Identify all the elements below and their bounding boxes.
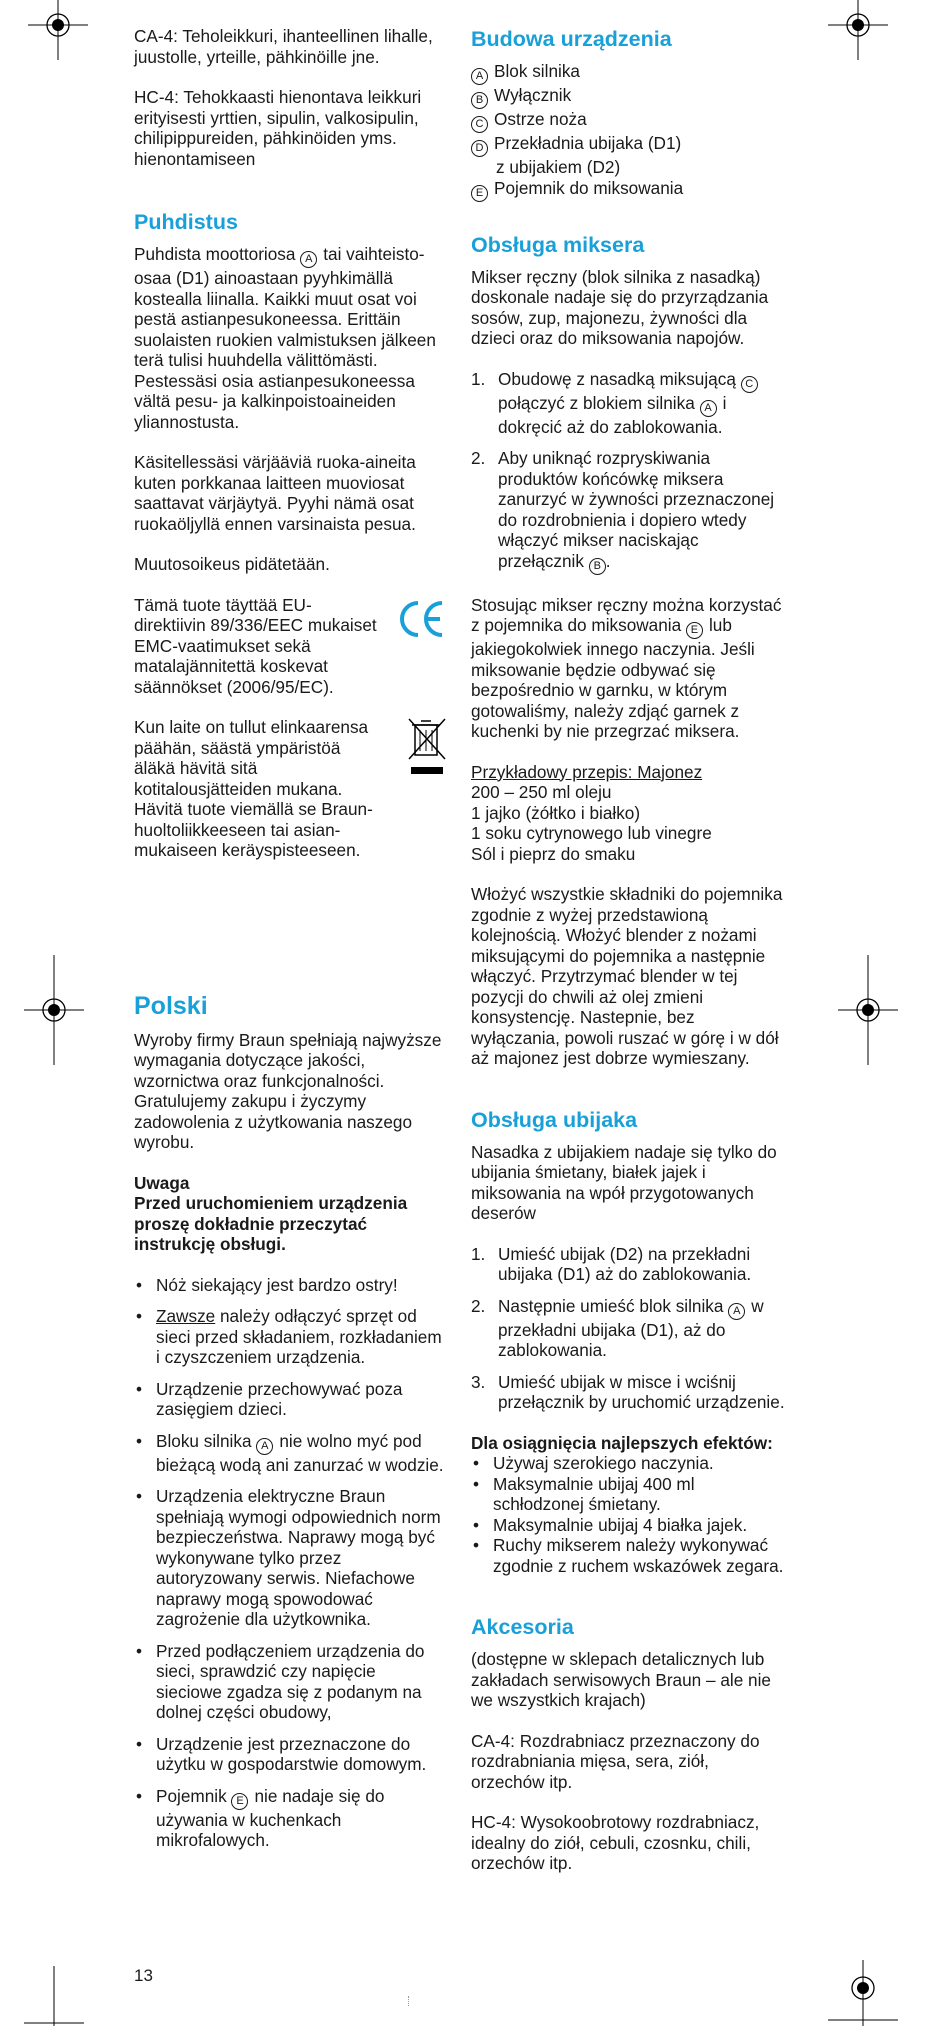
- safety-item: • Bloku silnika A nie wolno myć pod bieżącą wodą ani zanurzać w wodzie.: [134, 1431, 444, 1476]
- part-item-continued: z ubijakiem (D2): [496, 157, 621, 177]
- page-number: 13: [134, 1966, 153, 1985]
- mikser-pojemnik: Stosując mikser ręczny można korzystać z pojemnika do miksowania E lub jakiegokolwiek innego naczynia. Jeśli miksowanie będzie odbywać się bezpośrednio w garnku, w którym gotowaliśmy, należy zdjąć garnek z kuchenki by nie przegrzać miksera.: [471, 594, 782, 741]
- section-title-polski: Polski: [134, 991, 208, 1020]
- registration-mark-mid-left: [24, 955, 84, 1065]
- ubijak-step: 3. Umieść ubijak w misce i wciśnij przełącznik by uruchomić urządzenie.: [471, 1371, 785, 1412]
- mikser-steps: [471, 369, 786, 575]
- recipe-line: 1 jajko (żółtko i białko): [471, 802, 641, 823]
- registration-mark-top-left: [28, 0, 88, 60]
- uwaga-title: Uwaga: [134, 1172, 190, 1193]
- recipe-line: 1 soku cytrynowego lub vinegre: [471, 823, 712, 843]
- ubijak-intro: Nasadka z ubijakiem nadaje się tylko do ubijania śmietany, białek jajek i miksowania na wpół przygotowanych deserów: [471, 1141, 777, 1223]
- section-title-budowa: Budowa urządzenia: [471, 27, 672, 51]
- tip-item: • Używaj szerokiego naczynia.: [471, 1453, 786, 1474]
- part-e-marker: E: [231, 1793, 248, 1810]
- right-column: [471, 26, 786, 1894]
- crop-dot-mark: [408, 1996, 411, 2006]
- mikser-intro: Mikser ręczny (blok silnika z nasadką) doskonale nadaje się do przyrządzania sosów, zup, majonezu, żywności dla dzieci oraz do miksowania napojów.: [471, 266, 769, 348]
- uwaga-block: [134, 1173, 444, 1255]
- ubijak-step: 1. Umieść ubijak (D2) na przekładni ubijaka (D1) aż do zablokowania.: [471, 1243, 752, 1284]
- uwaga-text: Przed uruchomieniem urządzenia proszę dokładnie przeczytać instrukcję obsługi.: [134, 1193, 408, 1254]
- recipe-line: 200 – 250 ml oleju: [471, 782, 612, 802]
- part-item: D Przekładnia ubijaka (D1): [471, 133, 786, 157]
- tip-item: • Ruchy mikserem należy wykonywać zgodnie z ruchem wskazówek zegara.: [471, 1535, 786, 1576]
- safety-item: • Zawsze należy odłączyć sprzęt od sieci przed składaniem, rozkładaniem i czyszczeniem urządzenia.: [134, 1306, 444, 1368]
- puhdistus-paragraph-3: Muutosoikeus pidätetään.: [134, 554, 330, 574]
- recipe-text: Włożyć wszystkie składniki do pojemnika zgodnie z wyżej przedstawioną kolejnością. Włożyć blender z nożami miksującymi do pojemnika a następnie włączyć. Przytrzymać blender w tej pozycji do chwili aż olej zmieni konsystencję. Nastepnie, bez wyłączania, powoli ruszać w górę i w dół aż majonez jest dobrze wymieszany.: [471, 884, 783, 1068]
- safety-item: • Przed podłączeniem urządzenia do sieci, sprawdzić czy napięcie sieciowe zgadza się z podanym na dolnej części obudowy,: [134, 1641, 444, 1723]
- tip-item: • Maksymalnie ubijaj 4 białka jajek.: [471, 1515, 786, 1536]
- ubijak-steps: [471, 1244, 786, 1413]
- puhdistus-paragraph-1: Puhdista moottoriosa A tai vaihteisto-osaa (D1) ainoastaan pyyhkimällä kostealla liinalla. Kaikki muut osat voi pestä astianpesukoneessa. Erittäin suolaisten ruokien valmistuksen jälkeen terä tulisi huuhdella välittömästi. Pestessäsi osia astianpesukoneessa vältä pesu- ja kalkinpoistoaineiden yliannostusta.: [134, 244, 436, 432]
- part-item: E Pojemnik do miksowania: [471, 178, 786, 202]
- registration-mark-bottom-left: [24, 1966, 84, 2026]
- part-item: A Blok silnika: [471, 61, 786, 85]
- crossed-bin-icon: [405, 715, 449, 779]
- part-item: C Ostrze noża: [471, 109, 786, 133]
- section-title-obsluga-ubijaka: Obsługa ubijaka: [471, 1107, 638, 1132]
- part-item: B Wyłącznik: [471, 85, 786, 109]
- parts-list: [471, 61, 786, 202]
- left-column: [134, 26, 444, 1862]
- safety-list: [134, 1275, 444, 1851]
- safety-item: • Urządzenie przechowywać poza zasięgiem dzieci.: [134, 1379, 444, 1420]
- tips-title: Dla osiągnięcia najlepszych efektów:: [471, 1432, 773, 1453]
- fi-accessory-ca4: CA-4: Teholeikkuri, ihanteellinen lihalle, juustolle, yrteille, pähkinöille jne.: [134, 26, 433, 67]
- puhdistus-paragraph-2: Käsitellessäsi värjääviä ruoka-aineita kuten porkkanaa laitteen muoviosat saattavat värjäytyä. Pyyhi nämä osat ruokaöljyllä ennen varsinaista pesua.: [134, 452, 416, 534]
- tips-list: [471, 1453, 786, 1576]
- akcesoria-hc4: HC-4: Wysokoobrotowy rozdrabniacz, idealny do ziół, cebuli, czosnku, chili, orzechów itp.: [471, 1812, 760, 1873]
- safety-item: • Nóż siekający jest bardzo ostry!: [134, 1275, 444, 1296]
- registration-mark-mid-right: [838, 955, 898, 1065]
- safety-item: • Urządzenie jest przeznaczone do użytku w gospodarstwie domowym.: [134, 1734, 444, 1775]
- akcesoria-ca4: CA-4: Rozdrabniacz przeznaczony do rozdrabniania mięsa, sera, ziół, orzechów itp.: [471, 1730, 760, 1792]
- part-a-marker: A: [256, 1438, 273, 1455]
- part-a-marker: A: [300, 251, 317, 268]
- ce-notice: [134, 595, 444, 698]
- safety-item: • Pojemnik E nie nadaje się do używania w kuchenkach mikrofalowych.: [134, 1786, 444, 1851]
- recipe-title: Przykładowy przepis: Majonez: [471, 761, 703, 782]
- mikser-step: 1. Obudowę z nasadką miksującą Cpołączyć z blokiem silnika A i dokręcić aż do zablokowania.: [471, 369, 786, 438]
- disposal-notice: [134, 717, 444, 861]
- recipe-block: [471, 762, 786, 865]
- registration-mark-top-right: [828, 0, 888, 60]
- safety-item: • Urządzenia elektryczne Braun spełniają wymogi odpowiednich norm bezpieczeństwa. Naprawy mogą być wykonywane tylko przez autoryzowany serwis. Niefachowe naprawy mogą spowodować zagrożenie dla użytkownika.: [134, 1486, 444, 1630]
- mikser-step: 2. Aby uniknąć rozpryskiwania produktów końcówkę miksera zanurzyć w żywności przeznaczonej do rozdrobnienia i dopiero wtedy włączyć mikser naciskając przełącznik B .: [471, 448, 786, 575]
- recipe-line: Sól i pieprz do smaku: [471, 843, 636, 864]
- section-title-obsluga-miksera: Obsługa miksera: [471, 232, 645, 257]
- section-title-akcesoria: Akcesoria: [471, 1615, 574, 1639]
- tip-item: • Maksymalnie ubijaj 400 ml schłodzonej śmietany.: [471, 1474, 786, 1515]
- fi-accessory-hc4: HC-4: Tehokkaasti hienontava leikkuri erityisesti yrttien, sipulin, valkosipulin, chilipippureiden, pähkinöiden yms. hienontamiseen: [134, 87, 422, 169]
- ubijak-step: 2. Następnie umieść blok silnika A w przekładni ubijaka (D1), aż do zablokowania.: [471, 1295, 764, 1360]
- registration-mark-bottom-right: [828, 1960, 898, 2026]
- ce-mark-icon: [396, 597, 446, 641]
- disposal-text: Kun laite on tullut elinkaarensa päähän, säästä ympäristöä äläkä hävitä sitä kotitalousjätteiden mukana. Hävitä tuote viemällä se Braun-huoltoliikkeeseen tai asian-mukaiseen keräyspisteeseen.: [134, 717, 373, 860]
- section-title-puhdistus: Puhdistus: [134, 210, 238, 234]
- polski-intro: Wyroby firmy Braun spełniają najwyższe wymagania dotyczące jakości, wzornictwa oraz funkcjonalności. Gratulujemy zakupu i życzymy zadowolenia z użytkowania naszego wyrobu.: [134, 1029, 442, 1152]
- ce-text: Tämä tuote täyttää EU-direktiivin 89/336/EEC mukaiset EMC-vaatimukset sekä matalajännitettä koskevat säännökset (2006/95/EC).: [134, 594, 377, 697]
- akcesoria-intro: (dostępne w sklepach detalicznych lub zakładach serwisowych Braun – ale nie we wszystkich krajach): [471, 1649, 771, 1710]
